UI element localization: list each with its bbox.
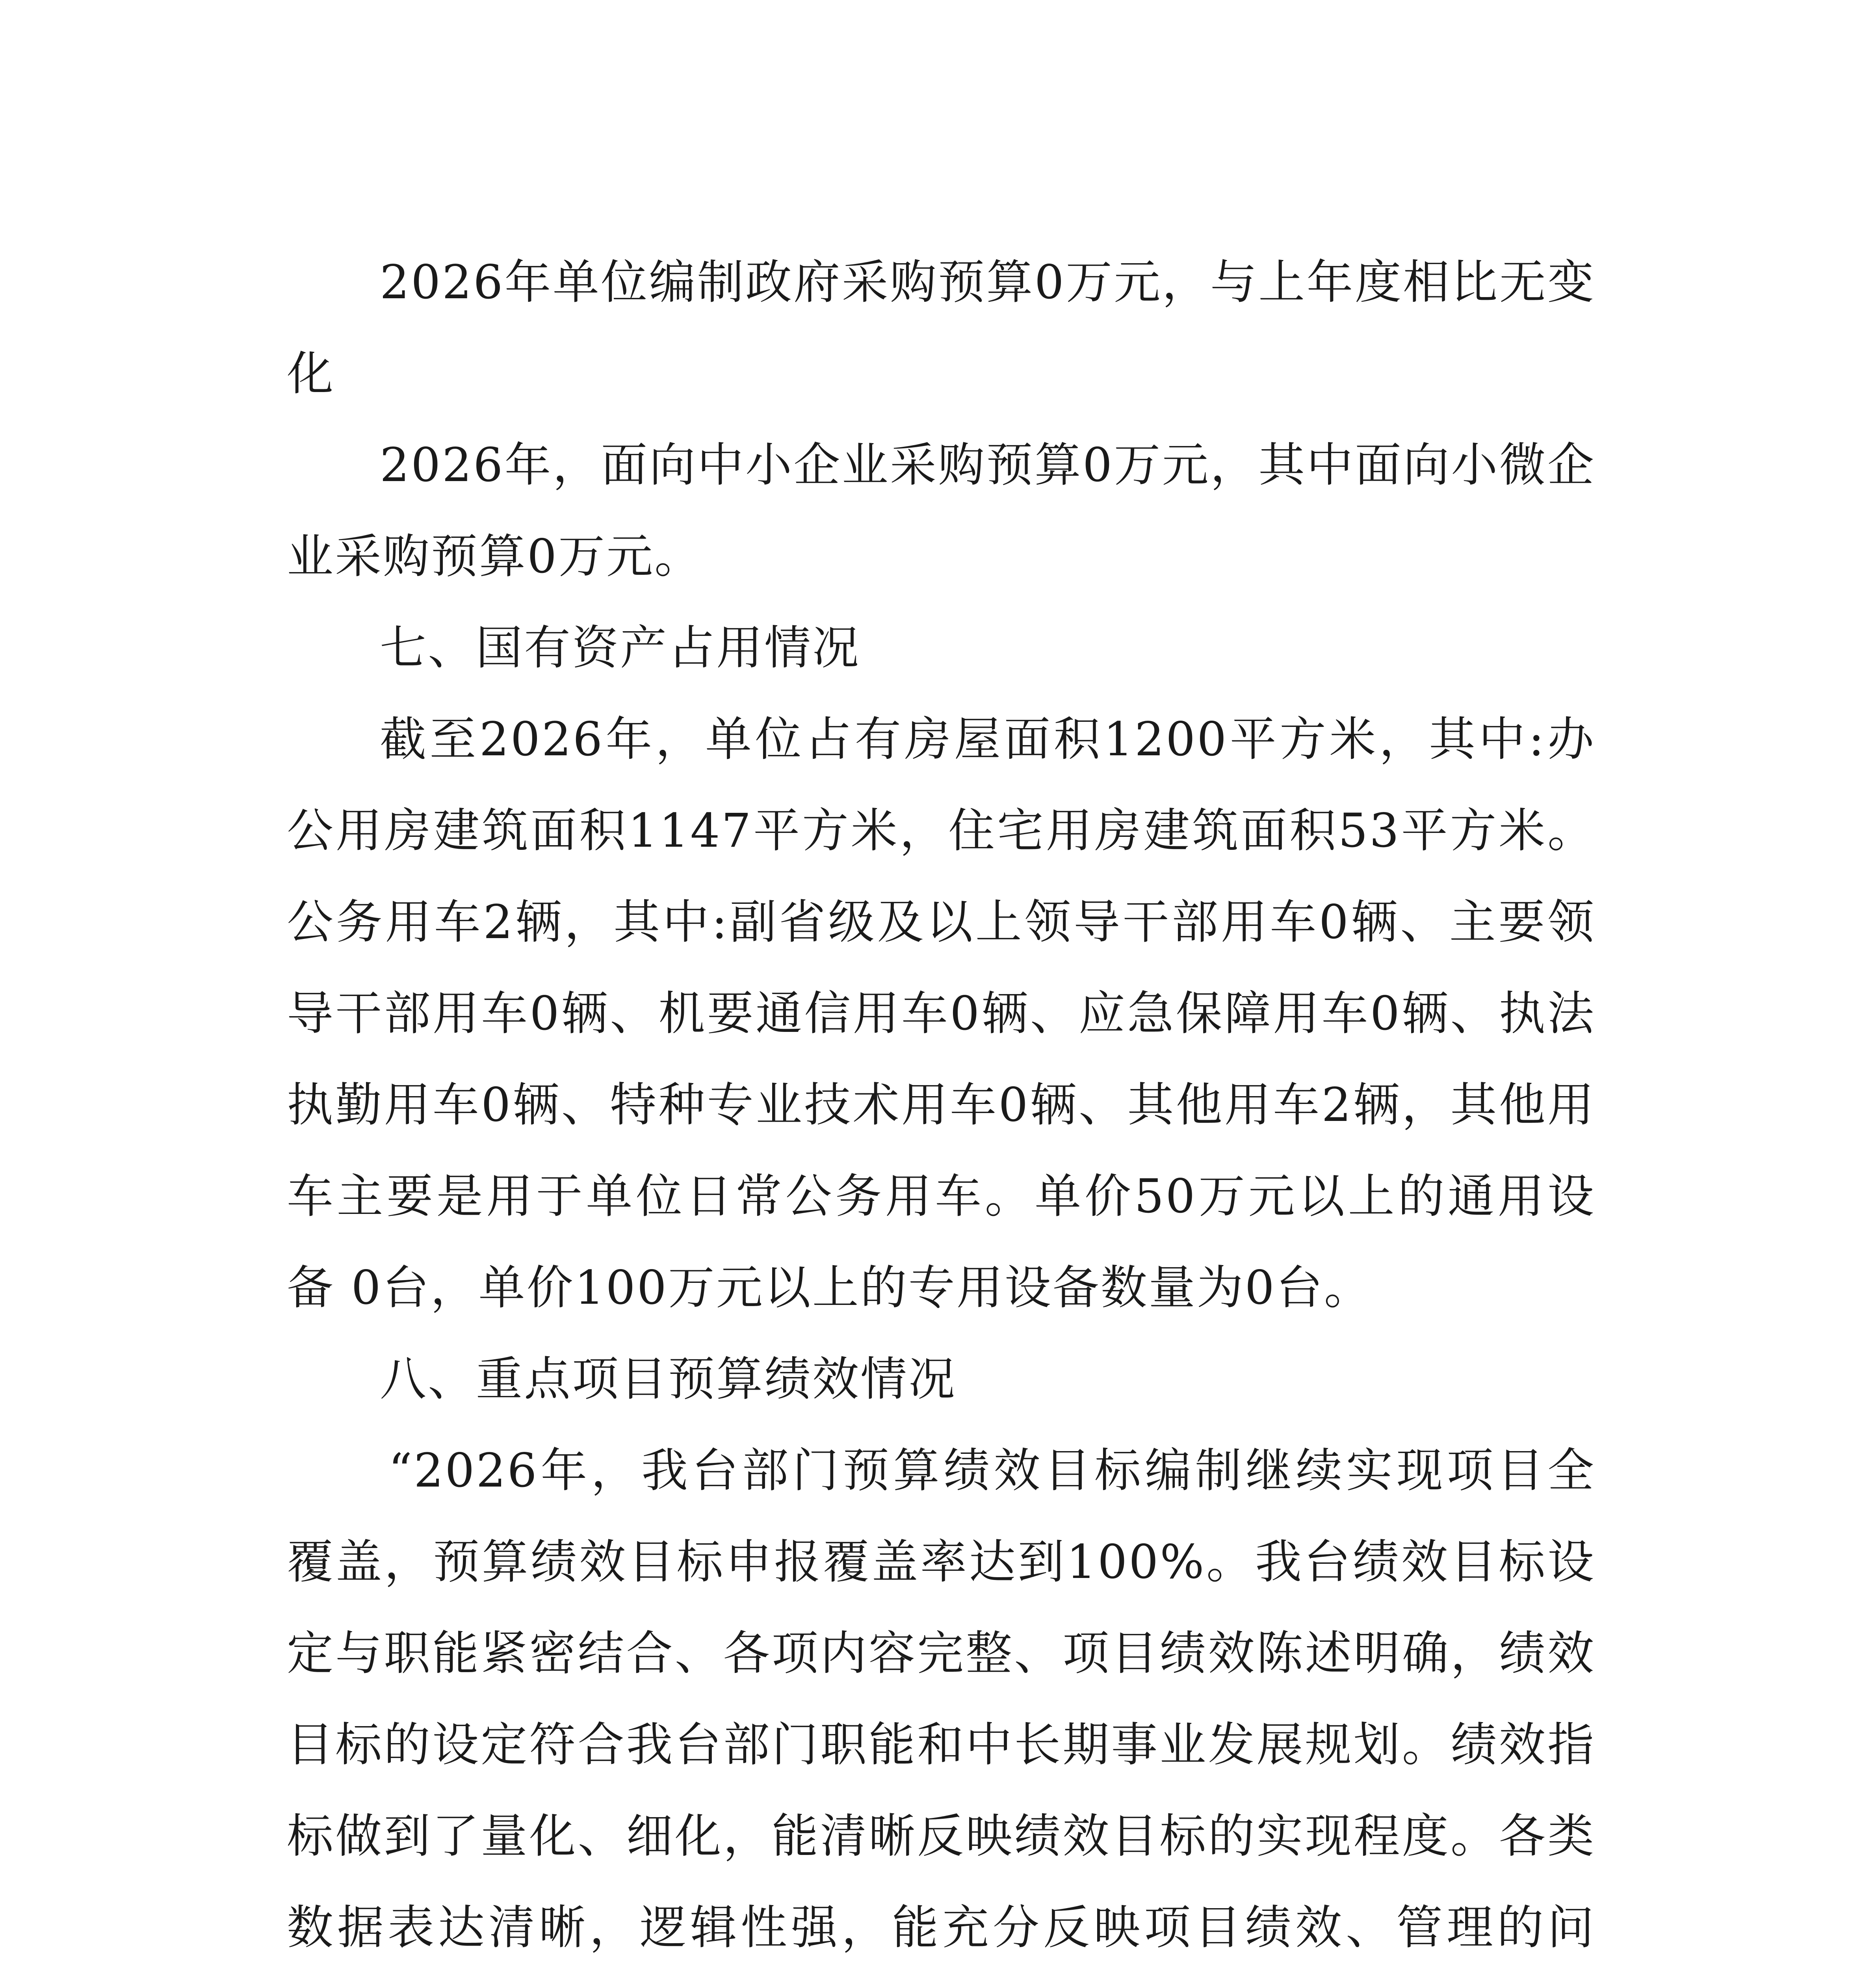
paragraph-state-assets: 截至2026年，单位占有房屋面积1200平方米，其中:办公用房建筑面积1147平方米，住宅用房建筑面积53平方米。公务用车2辆，其中:副省级及以上领导干部用车0辆、主要领导干部用车0辆、机要通信用车0辆、应急保障用车0辆、执法执勤用车0辆、特种专业技术用车0辆、其他用车2辆，其他用车主要是用于单位日常公务用车。单价50万元以上的通用设备 0台，单价100万元以上的专用设备数量为0台。 xyxy=(287,712,1596,1315)
paragraph-performance-goals: “2026年，我台部门预算绩效目标编制继续实现项目全覆盖，预算绩效目标申报覆盖率达到100%。我台绩效目标设定与职能紧密结合、各项内容完整、项目绩效陈述明确，绩效目标的设定符合我台部门职能和中长期事业发展规划。绩效指标做到了量化、细化，能清晰反映绩效目标的实现程度。各类数据表达清晰，逻辑性强，能充分反映项目绩效、管理的问 xyxy=(287,1443,1596,1955)
document-body xyxy=(287,236,1596,1970)
section-heading-performance: 八、重点项目预算绩效情况 xyxy=(380,1352,957,1406)
paragraph-procurement-budget: 2026年单位编制政府采购预算0万元，与上年度相比无变化 xyxy=(287,255,1596,401)
section-heading-state-assets: 七、国有资产占用情况 xyxy=(380,621,861,675)
paragraph-sme-procurement: 2026年，面向中小企业采购预算0万元，其中面向小微企业采购预算0万元。 xyxy=(287,438,1596,584)
